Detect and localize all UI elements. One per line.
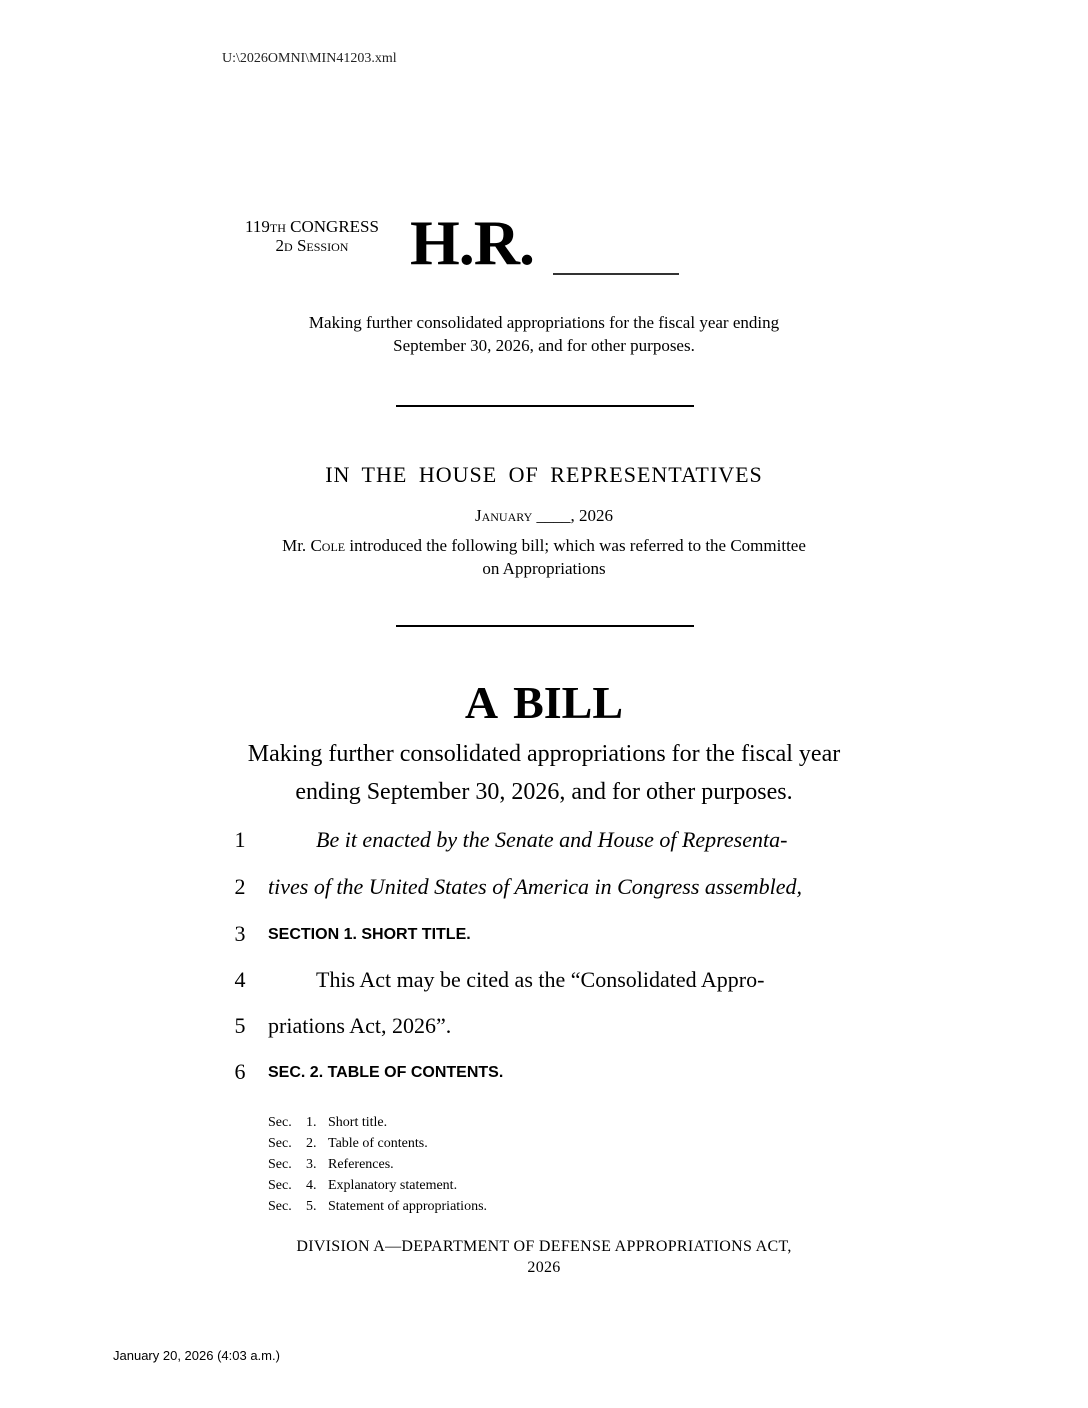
session-line: 2d Session: [275, 236, 349, 255]
bill-heading: A BILL: [464, 677, 624, 728]
enacting-clause-line: Be it enacted by the Senate and House of Representa-: [316, 827, 788, 852]
toc-entry[interactable]: Sec. 5. Statement of appropriations.: [268, 1199, 488, 1214]
introduction-date: January ____, 2026: [474, 506, 614, 525]
file-path: U:\2026OMNI\MIN41203.xml: [222, 51, 397, 66]
section-text-line: This Act may be cited as the “Consolidated Appro-: [316, 967, 765, 992]
toc-entry[interactable]: Sec. 4. Explanatory statement.: [268, 1178, 458, 1193]
short-description: Making further consolidated appropriations for the fiscal year ending September 30, 2026, and for other purposes.: [308, 313, 780, 355]
bill-prefix: H.R.: [410, 207, 534, 278]
toc-entry[interactable]: Sec. 1. Short title.: [268, 1115, 388, 1130]
line-number: 2: [234, 874, 246, 899]
bill-number-blank: [553, 273, 679, 275]
line-number: 6: [234, 1059, 246, 1084]
sponsor-name: Cole: [310, 536, 346, 555]
section-heading: SEC. 2. TABLE OF CONTENTS.: [268, 1064, 504, 1081]
toc-entry[interactable]: Sec. 3. References.: [268, 1157, 394, 1172]
line-number: 5: [234, 1013, 246, 1038]
introduction-statement: Mr. Cole introduced the following bill; which was referred to the Committee on Appropriations: [282, 536, 806, 578]
line-number: 1: [234, 827, 246, 852]
congress-line: 119th CONGRESS: [245, 217, 379, 236]
toc-entry[interactable]: Sec. 2. Table of contents.: [268, 1136, 428, 1151]
footer-timestamp: January 20, 2026 (4:03 a.m.): [113, 1348, 280, 1363]
division-heading: DIVISION A—DEPARTMENT OF DEFENSE APPROPRIATIONS ACT, 2026: [296, 1238, 792, 1276]
line-number: 4: [234, 967, 246, 992]
chamber-heading: IN THE HOUSE OF REPRESENTATIVES: [325, 462, 763, 487]
line-number: 3: [234, 921, 246, 946]
divider-rule: [396, 405, 694, 407]
section-heading: SECTION 1. SHORT TITLE.: [268, 926, 471, 943]
table-of-contents: [268, 1112, 487, 1217]
congress-session-block: [218, 217, 406, 255]
enacting-clause-line: tives of the United States of America in Congress assembled,: [268, 874, 803, 899]
divider-rule: [396, 625, 694, 627]
long-title: Making further consolidated appropriations for the fiscal year ending September 30, 2026, and for other purposes.: [247, 741, 841, 805]
section-text-line: priations Act, 2026”.: [268, 1013, 452, 1038]
